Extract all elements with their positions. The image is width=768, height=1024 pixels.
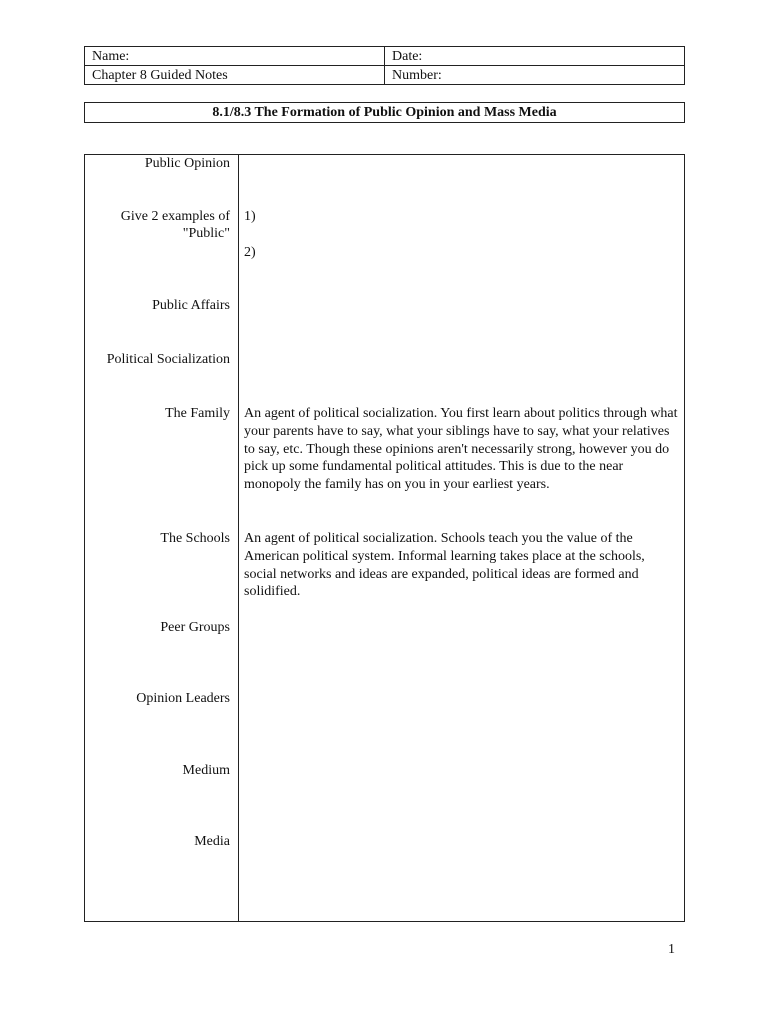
answer-the-schools: An agent of political socialization. Schools teach you the value of the American political system. Informal learning takes place at the schools, social networks and ideas are expanded, political ideas are formed and solidified. <box>244 531 645 600</box>
answer-example-2: 2) <box>244 245 256 260</box>
term-political-socialization: Political Socialization <box>106 352 230 367</box>
section-title: 8.1/8.3 The Formation of Public Opinion and Mass Media <box>84 102 685 123</box>
term-public-affairs: Public Affairs <box>152 298 230 313</box>
term-public-opinion: Public Opinion <box>144 156 230 171</box>
term-media: Media <box>194 834 230 849</box>
term-examples-line2: "Public" <box>182 226 230 241</box>
header-table <box>84 46 685 85</box>
notes-table <box>84 154 685 922</box>
term-peer-groups: Peer Groups <box>160 620 230 635</box>
column-divider <box>238 155 239 921</box>
term-opinion-leaders: Opinion Leaders <box>136 691 230 706</box>
term-the-family: The Family <box>165 406 230 421</box>
page-number: 1 <box>668 942 675 957</box>
date-field: Date: <box>385 47 685 66</box>
term-examples-line1: Give 2 examples of <box>120 209 230 224</box>
number-field: Number: <box>385 66 685 85</box>
answer-example-1: 1) <box>244 209 256 224</box>
term-examples-of-public <box>85 208 230 242</box>
term-the-schools: The Schools <box>160 531 230 546</box>
term-medium: Medium <box>182 763 230 778</box>
chapter-label: Chapter 8 Guided Notes <box>85 66 385 85</box>
answer-the-family: An agent of political socialization. You first learn about politics through what your parents have to say, what your siblings have to say, what your relatives to say, etc. Though these opinions aren't necessarily strong, however you do pick up some fundamental political attitudes. This is due to the near monopoly the family has on you in your earliest years. <box>244 406 678 493</box>
name-field: Name: <box>85 47 385 66</box>
